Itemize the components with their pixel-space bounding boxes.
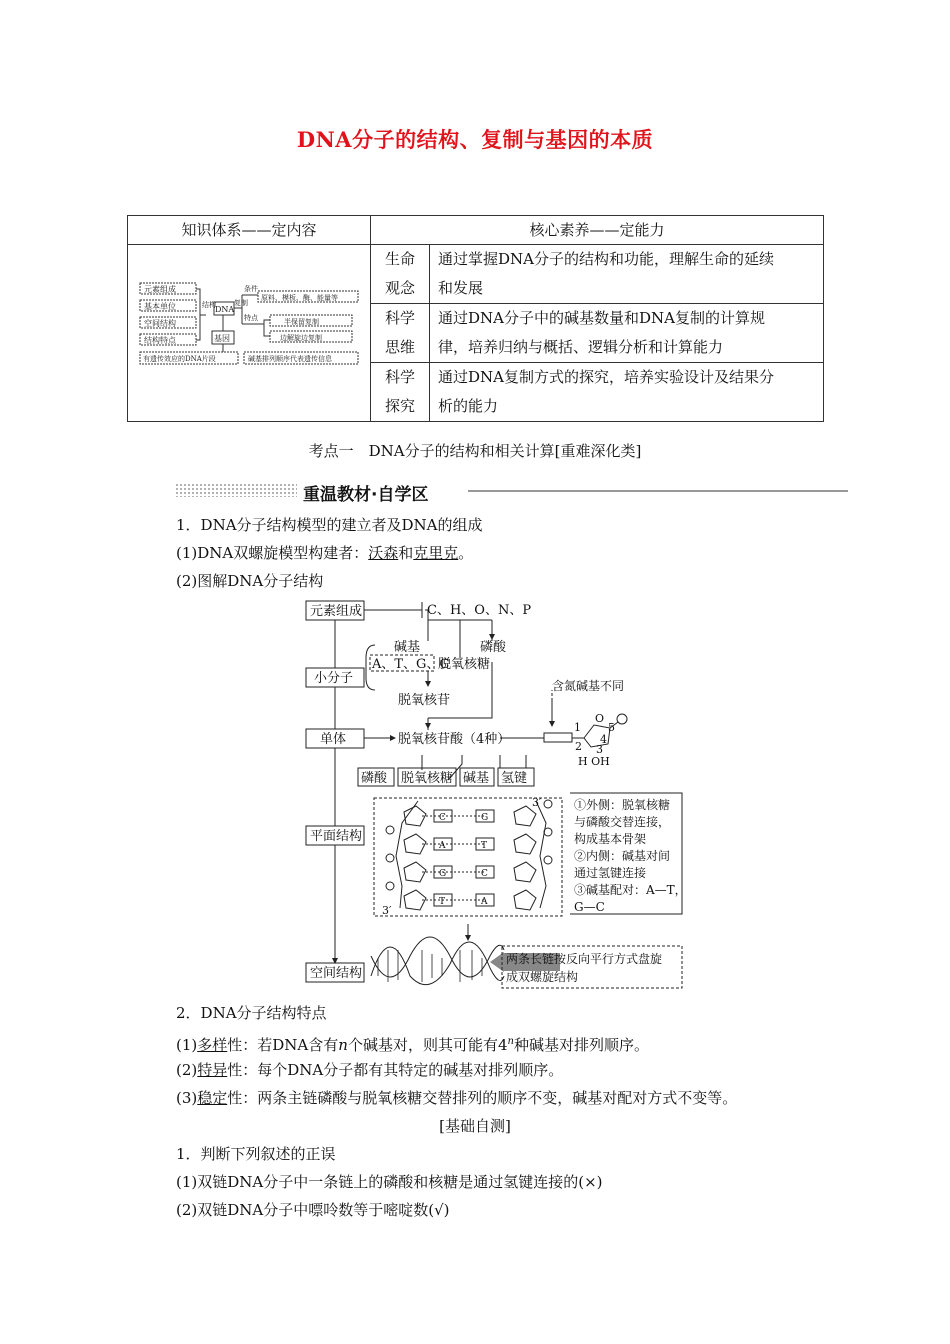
category-line: 观念 [384,279,415,297]
note-line-4: ②内侧：碱基对间 [574,849,671,863]
variable-n: n [338,1036,348,1054]
diagram-n1: 1 [574,721,581,734]
concept-map [128,245,368,420]
diagram-prime-top: 3′ [532,796,542,809]
banner-title: 重温教材·自学区 [303,485,429,505]
pair-left-3: G [439,869,447,879]
diagram-atgc: A、T、G、C [372,657,450,672]
page-title: DNA分子的结构、复制与基因的本质 [296,127,654,152]
diagram-n4: 4 [600,733,607,746]
map-condition-box: 原料、模板、酶、能量等 [261,294,338,302]
note-line-5: 通过氢键连接 [574,866,647,880]
description-line: 通过DNA分子中的碱基数量和DNA复制的计算规 [438,309,765,327]
question-1: 1．判断下列叙述的正误 [176,1145,336,1163]
note-line-1: ①外侧：脱氧核糖 [574,798,671,812]
text-run: 个碱基对，则其可能有4 [347,1036,508,1054]
category-cell [371,245,430,304]
paragraph-1-1 [176,543,473,564]
diagram-jianji: 碱基 [394,640,421,655]
description-line: 律，培养归纳与概括、逻辑分析和计算能力 [438,338,724,356]
dna-structure-diagram [300,598,690,996]
legend-phosphate: 磷酸 [361,771,388,786]
legend-hbond: 氢键 [501,771,528,786]
description-cell [430,363,824,422]
answer-diversity: 多样 [197,1036,228,1054]
paragraph-2: 2．DNA分子结构特点 [176,1004,327,1022]
diagram-yuansu: 元素组成 [310,604,363,619]
map-box-2: 基本单位 [144,302,176,311]
diagram-linsuan: 磷酸 [480,640,507,655]
category-line: 思维 [384,338,415,356]
pair-right-1: G [481,813,489,823]
map-bottom-right: 碱基排列顺序代表遗传信息 [248,355,332,363]
knowledge-table [127,215,824,422]
text-run: (3) [176,1089,198,1107]
answer-stability: 稳定 [197,1089,228,1107]
diagram-handan: 含氮碱基不同 [552,679,625,693]
diagram-prime-bottom: 3′ [382,904,392,917]
question-1-2: (2)双链DNA分子中嘌呤数等于嘧啶数(√) [176,1201,450,1219]
helix-note-2: 成双螺旋结构 [506,970,579,984]
diagram-pingmian: 平面结构 [310,829,363,844]
pair-left-4: T [439,897,446,907]
diagram-hegansuan: 脱氧核苷酸（4种） [398,732,511,747]
map-fuzhi: 复制 [234,299,248,307]
text-run: 性：每个DNA分子都有其特定的碱基对排列顺序。 [227,1061,564,1079]
category-cell [371,304,430,363]
map-gene: 基因 [214,334,230,343]
section-heading: 考点一 DNA分子的结构和相关计算[重难深化类] [308,442,642,460]
note-line-3: 构成基本骨架 [574,832,647,846]
diagram-chonp: C、H、O、N、P [427,603,532,618]
question-1-1: (1)双链DNA分子中一条链上的磷酸和核糖是通过氢键连接的(×) [176,1173,603,1191]
text-run: 性：若DNA含有 [227,1036,339,1054]
pair-right-2: T [481,841,488,851]
map-feature-box-1: 半保留复制 [284,318,319,326]
map-structure-label: 结构 [202,301,216,309]
diagram-kongjian: 空间结构 [310,966,363,981]
map-dna: DNA [215,305,235,314]
description-line: 通过掌握DNA分子的结构和功能，理解生命的延续 [438,250,774,268]
diagram-o: O [595,712,605,725]
paragraph-1-2: (2)图解DNA分子结构 [176,572,324,590]
note-line-6: ③碱基配对：A—T， [574,883,687,897]
table-head-left: 知识体系——定内容 [128,216,371,245]
map-bottom-left: 有遗传效应的DNA片段 [143,355,216,363]
diagram-danti: 单体 [320,732,347,747]
basic-test-heading: [基础自测] [439,1117,511,1135]
text-run: (1) [176,1036,198,1054]
legend-base: 碱基 [463,771,490,786]
map-box-3: 空间结构 [144,319,176,328]
note-line-7: G—C [574,900,605,914]
concept-map-cell [128,245,371,422]
pair-left-2: A [439,841,446,851]
map-condition: 条件 [244,285,258,293]
helix-note-1: 两条长链按反向平行方式盘旋 [506,952,663,966]
note-line-2: 与磷酸交替连接， [574,815,671,829]
diagram-xiaofenzi: 小分子 [314,671,354,686]
banner-dots [175,483,297,497]
category-line: 科学 [384,368,415,386]
pair-right-3: C [481,869,488,879]
map-box-4: 结构特点 [144,336,176,345]
answer-specificity: 特异 [197,1061,228,1079]
category-line: 生命 [384,250,415,268]
pair-left-1: C [439,813,446,823]
text-run: (2) [176,1061,198,1079]
paragraph-2-1 [176,1031,649,1056]
text-run: (1)DNA双螺旋模型构建者： [176,544,369,562]
diagram-ho: H OH [578,755,610,768]
description-cell [430,245,824,304]
text-run: 和 [398,544,414,562]
diagram-n2: 2 [575,740,582,753]
category-cell [371,363,430,422]
diagram-hegan: 脱氧核苷 [398,693,451,708]
diagram-n3: 3 [596,743,603,756]
table-head-right: 核心素养——定能力 [371,216,824,245]
map-feature-box-2: 边解旋边复制 [280,334,322,342]
diagram-n5: 5 [608,721,615,734]
description-line: 通过DNA复制方式的探究，培养实验设计及结果分 [438,368,774,386]
banner-line [468,490,848,492]
answer-crick: 克里克 [413,544,459,562]
map-feature: 特点 [244,314,258,322]
description-line: 和发展 [438,279,484,297]
description-cell [430,304,824,363]
description-line: 析的能力 [438,397,499,415]
legend-sugar: 脱氧核糖 [401,771,454,786]
text-run: 种碱基对排列顺序。 [513,1036,649,1054]
paragraph-2-2 [176,1060,563,1081]
diagram-tuoyang: 脱氧核糖 [438,657,491,672]
category-line: 探究 [384,397,415,415]
superscript-n: n [507,1036,514,1047]
pair-right-4: A [481,897,488,907]
category-line: 科学 [384,309,415,327]
answer-watson: 沃森 [368,544,399,562]
text-run: 性：两条主链磷酸与脱氧核糖交替排列的顺序不变，碱基对配对方式不变等。 [227,1089,738,1107]
map-box-1: 元素组成 [144,285,176,294]
text-run: 。 [458,544,474,562]
paragraph-2-3 [176,1088,737,1109]
paragraph-1: 1．DNA分子结构模型的建立者及DNA的组成 [176,516,483,534]
